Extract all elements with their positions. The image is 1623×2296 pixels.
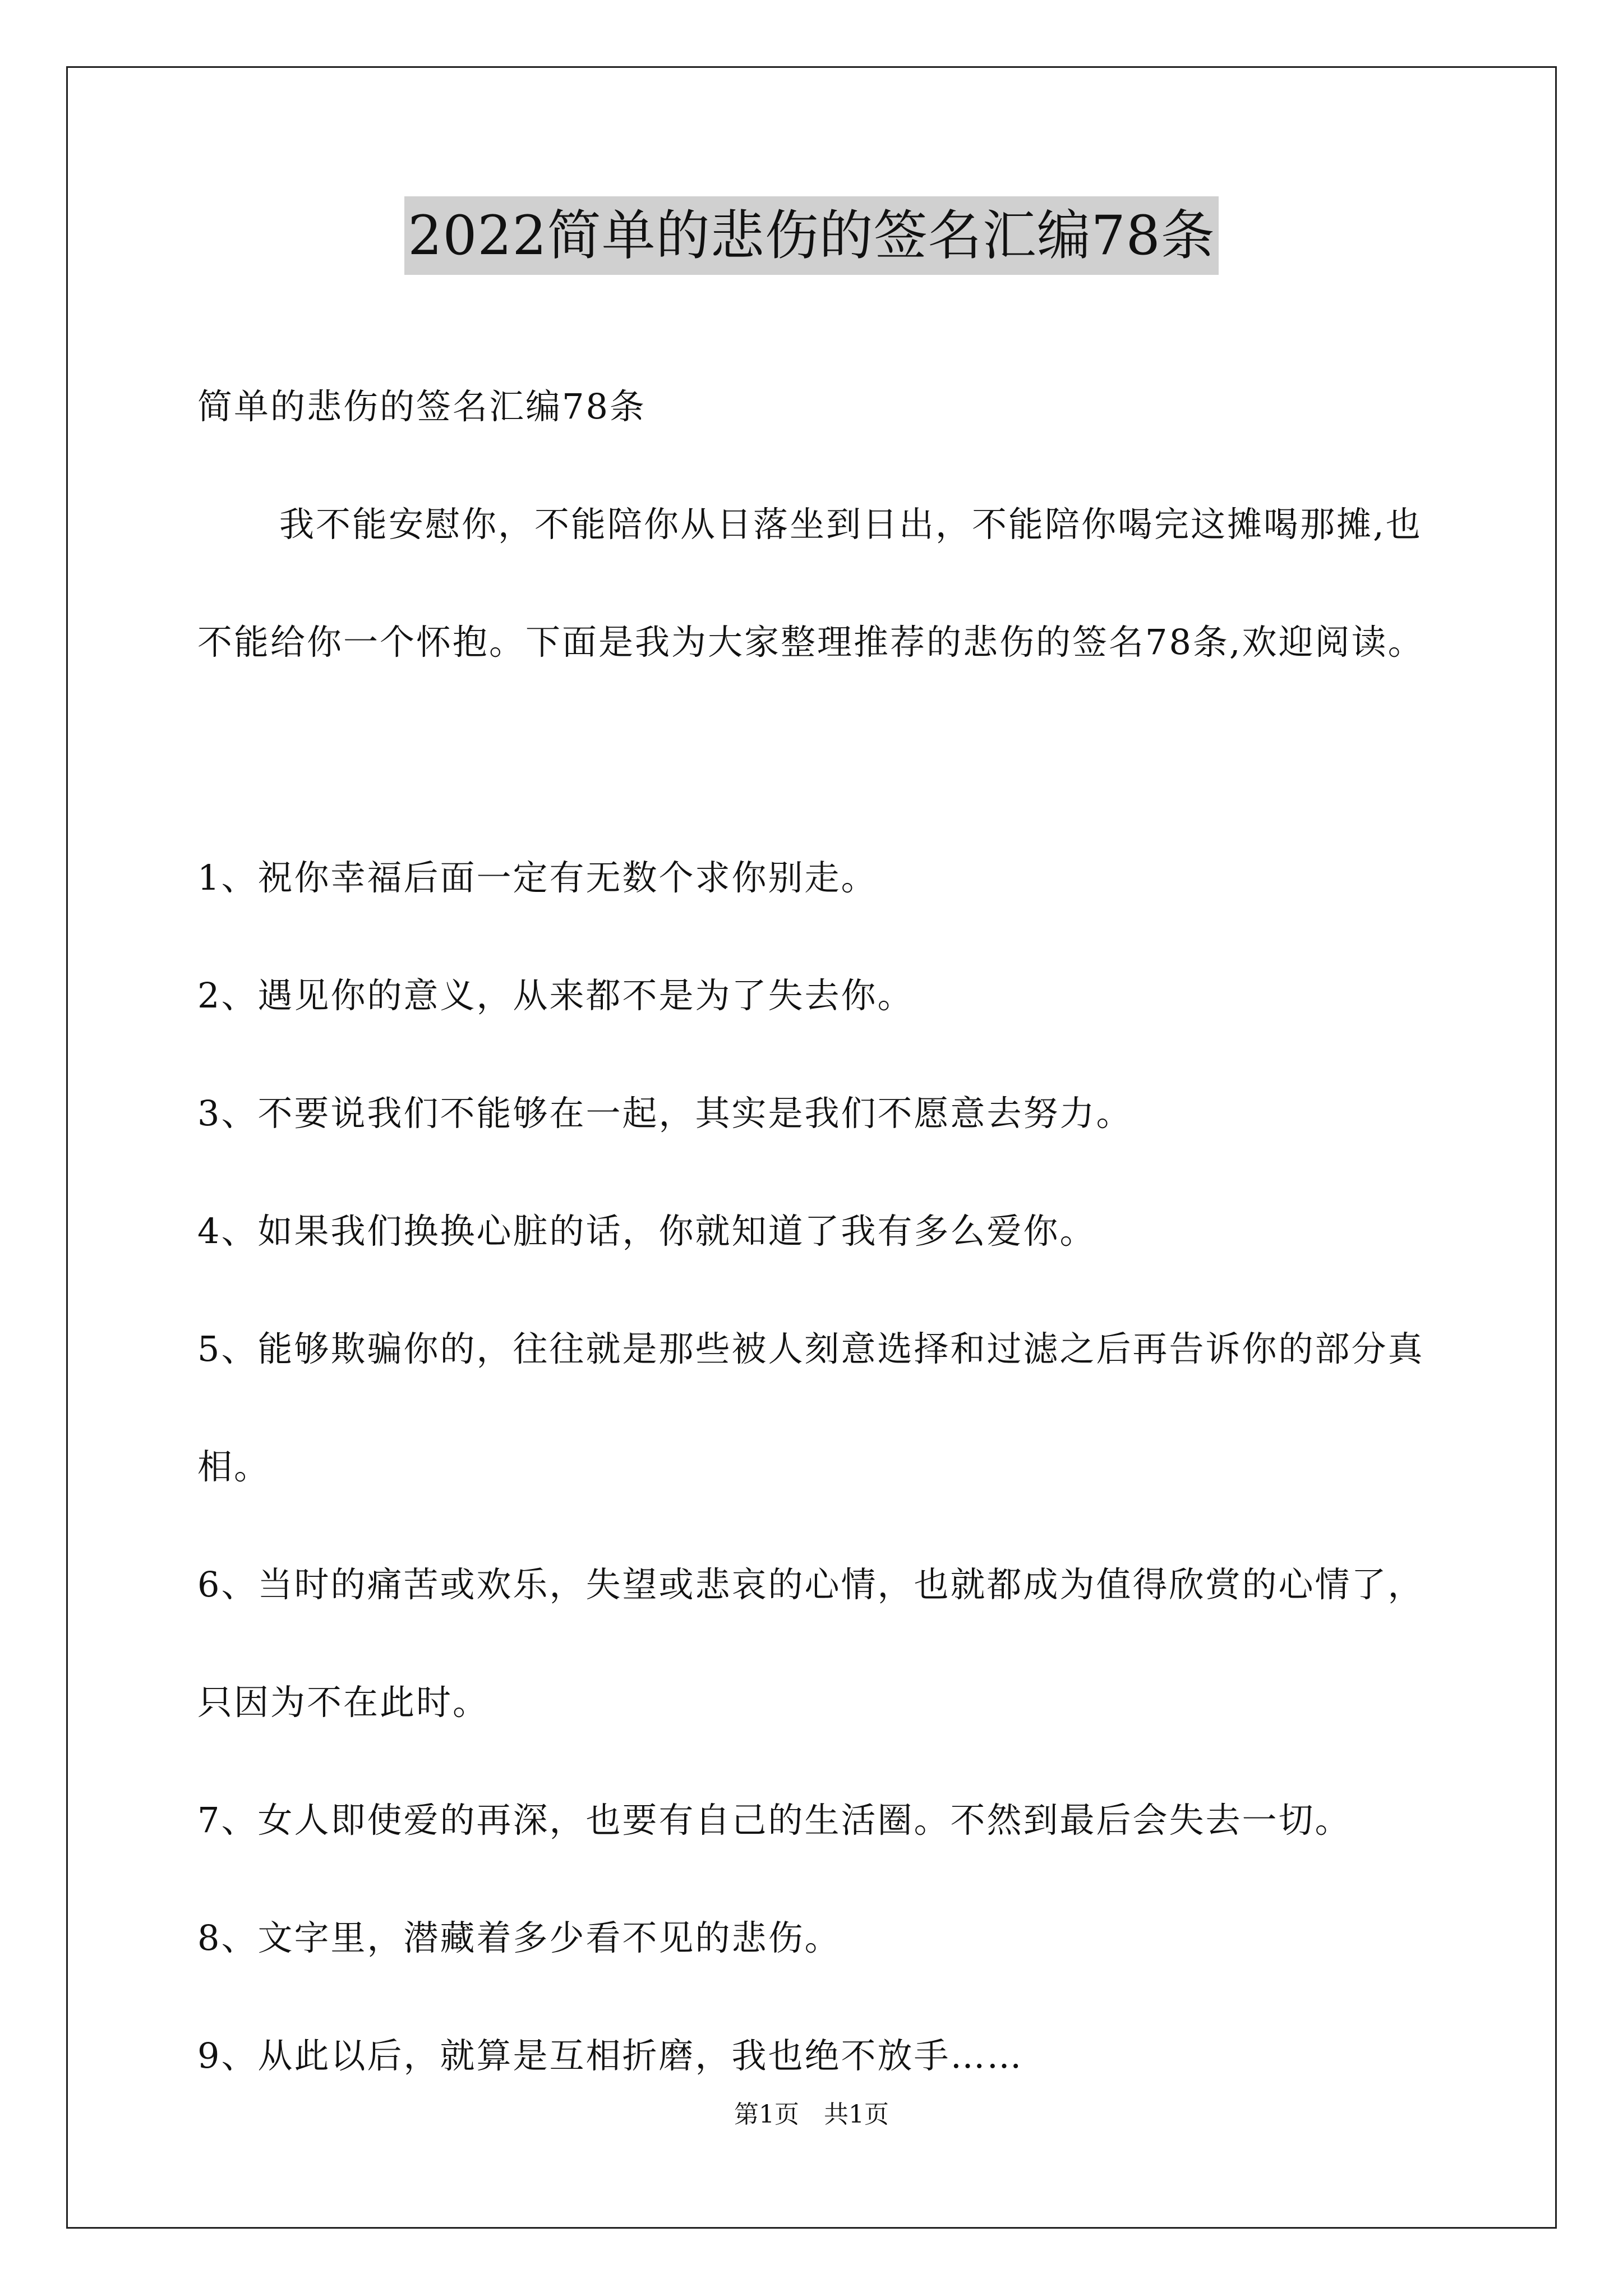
list-item: 9、从此以后，就算是互相折磨，我也绝不放手…… <box>197 2035 1023 2076</box>
list-item: 1、祝你幸福后面一定有无数个求你别走。 <box>197 857 878 898</box>
document-subtitle: 简单的悲伤的签名汇编78条 <box>197 386 646 427</box>
document-body <box>197 348 1448 2115</box>
list-item: 6、当时的痛苦或欢乐，失望或悲哀的心情，也就都成为值得欣赏的心情了，只因为不在此时。 <box>197 1564 1424 1723</box>
title-wrap <box>0 196 1623 275</box>
page-footer: 第1页 共1页 <box>734 2100 889 2129</box>
list-item: 5、能够欺骗你的，往往就是那些被人刻意选择和过滤之后再告诉你的部分真相。 <box>197 1328 1424 1487</box>
intro-paragraph: 我不能安慰你，不能陪你从日落坐到日出，不能陪你喝完这摊喝那摊,也不能给你一个怀抱。下面是我为大家整理推荐的悲伤的签名78条,欢迎阅读。 <box>197 504 1424 662</box>
list-item: 4、如果我们换换心脏的话，你就知道了我有多么爱你。 <box>197 1211 1096 1251</box>
list-item: 7、女人即使爱的再深，也要有自己的生活圈。不然到最后会失去一切。 <box>197 1800 1352 1841</box>
list-item: 2、遇见你的意义，从来都不是为了失去你。 <box>197 975 914 1016</box>
list-item: 8、文字里，潜藏着多少看不见的悲伤。 <box>197 1917 841 1958</box>
document-title: 2022简单的悲伤的签名汇编78条 <box>404 196 1218 275</box>
list-item: 3、不要说我们不能够在一起，其实是我们不愿意去努力。 <box>197 1093 1133 1134</box>
spacer <box>197 701 1448 819</box>
